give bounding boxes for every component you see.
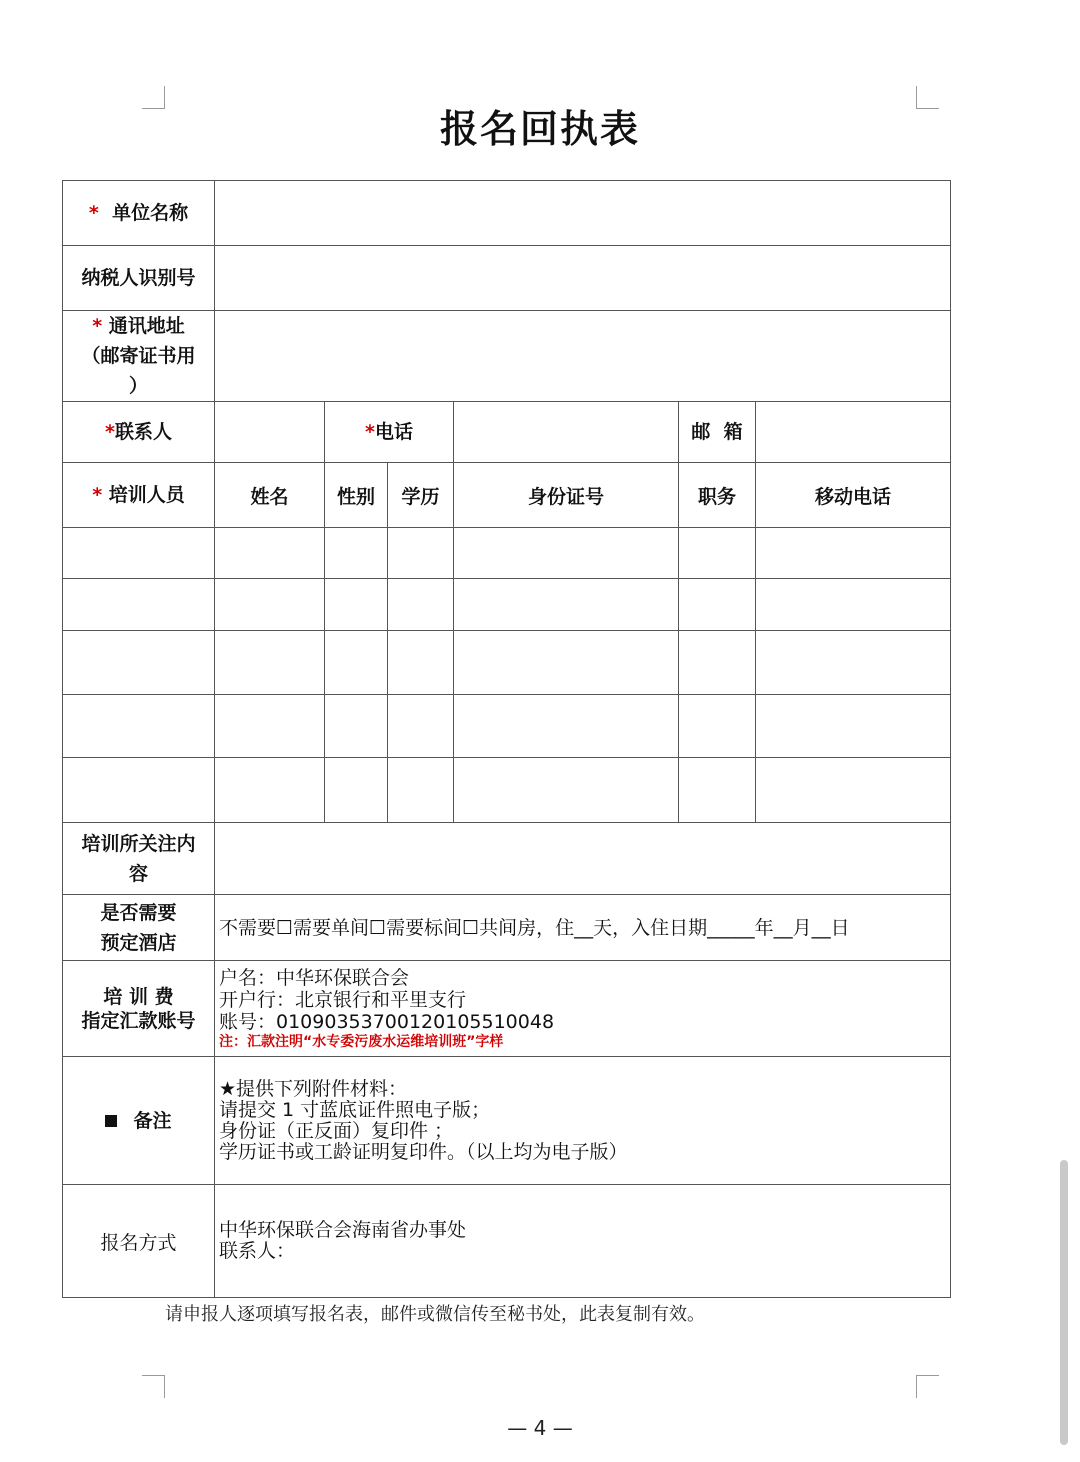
column-header-mobile: 移动电话 bbox=[756, 463, 951, 528]
trainee-education-cell[interactable] bbox=[388, 695, 454, 758]
email-label: 邮 箱 bbox=[679, 402, 756, 463]
taxpayer-id-label: 纳税人识别号 bbox=[63, 246, 215, 311]
crop-mark-bottom-left bbox=[142, 1375, 165, 1398]
row-taxpayer-id bbox=[63, 246, 951, 311]
address-label-text: 通讯地址 bbox=[108, 315, 185, 337]
row-trainee-header bbox=[63, 463, 951, 528]
training-focus-field[interactable] bbox=[215, 823, 951, 895]
trainee-gender-cell[interactable] bbox=[325, 579, 388, 631]
address-label bbox=[63, 311, 215, 402]
column-header-education: 学历 bbox=[388, 463, 454, 528]
trainee-id-cell[interactable] bbox=[454, 695, 679, 758]
remarks-label-text: 备注 bbox=[133, 1109, 172, 1132]
hotel-label-line1: 是否需要 bbox=[100, 901, 177, 924]
hotel-label-line2: 预定酒店 bbox=[100, 931, 177, 954]
hotel-label bbox=[63, 895, 215, 961]
row-signup-method bbox=[63, 1185, 951, 1298]
trainee-id-cell[interactable] bbox=[454, 758, 679, 823]
training-focus-label-line1: 培训所关注内 bbox=[81, 832, 196, 855]
page-title: 报名回执表 bbox=[439, 107, 640, 151]
company-name-label bbox=[63, 181, 215, 246]
remarks-content bbox=[215, 1057, 951, 1185]
trainee-position-cell[interactable] bbox=[679, 631, 756, 695]
contact-label-text: 联系人 bbox=[114, 421, 172, 443]
trainee-name-cell[interactable] bbox=[215, 528, 325, 579]
trainee-name-cell[interactable] bbox=[215, 695, 325, 758]
hotel-options-text[interactable]: 不需要☐需要单间☐需要标间☐共间房，住__天，入住日期_____年__月__日 bbox=[215, 895, 951, 961]
account-name: 户名：中华环保联合会 bbox=[219, 966, 410, 989]
training-focus-label bbox=[63, 823, 215, 895]
trainee-mobile-cell[interactable] bbox=[756, 579, 951, 631]
trainee-row bbox=[63, 528, 951, 579]
trainee-id-cell[interactable] bbox=[454, 528, 679, 579]
phone-field[interactable] bbox=[454, 402, 679, 463]
trainee-mobile-cell[interactable] bbox=[756, 631, 951, 695]
remarks-line: ★提供下列附件材料： bbox=[219, 1077, 408, 1100]
registration-form-table bbox=[62, 180, 951, 1298]
remarks-line: 学历证书或工龄证明复印件。（以上均为电子版） bbox=[219, 1140, 628, 1163]
scrollbar-thumb[interactable] bbox=[1060, 1160, 1068, 1445]
signup-office: 中华环保联合会海南省办事处 bbox=[219, 1219, 467, 1241]
trainee-name-cell[interactable] bbox=[215, 631, 325, 695]
trainee-row bbox=[63, 758, 951, 823]
column-header-name: 姓名 bbox=[215, 463, 325, 528]
trainee-id-cell[interactable] bbox=[454, 631, 679, 695]
company-name-field[interactable] bbox=[215, 181, 951, 246]
trainee-position-cell[interactable] bbox=[679, 758, 756, 823]
trainee-id-cell[interactable] bbox=[454, 579, 679, 631]
contact-field[interactable] bbox=[215, 402, 325, 463]
required-mark: * bbox=[92, 315, 103, 337]
address-field[interactable] bbox=[215, 311, 951, 402]
address-note-end: ） bbox=[128, 375, 148, 397]
trainees-label-text: 培训人员 bbox=[108, 484, 185, 506]
trainee-position-cell[interactable] bbox=[679, 695, 756, 758]
trainee-gender-cell[interactable] bbox=[325, 528, 388, 579]
crop-mark-bottom-right bbox=[916, 1375, 939, 1398]
trainee-row-label-cell bbox=[63, 695, 215, 758]
trainee-row bbox=[63, 631, 951, 695]
trainee-row-label-cell bbox=[63, 528, 215, 579]
column-header-position: 职务 bbox=[679, 463, 756, 528]
trainee-education-cell[interactable] bbox=[388, 631, 454, 695]
row-bank-account bbox=[63, 961, 951, 1057]
row-hotel bbox=[63, 895, 951, 961]
row-training-focus bbox=[63, 823, 951, 895]
remarks-line: 身份证（正反面）复印件 ； bbox=[219, 1119, 454, 1142]
row-remarks bbox=[63, 1057, 951, 1185]
trainee-gender-cell[interactable] bbox=[325, 695, 388, 758]
required-mark: * bbox=[105, 421, 115, 443]
trainee-row-label-cell bbox=[63, 631, 215, 695]
remittance-note: 注：汇款注明“水专委污废水运维培训班”字样 bbox=[219, 1033, 504, 1050]
trainee-row bbox=[63, 579, 951, 631]
trainee-education-cell[interactable] bbox=[388, 579, 454, 631]
taxpayer-id-field[interactable] bbox=[215, 246, 951, 311]
bank-account-label-line2: 指定汇款账号 bbox=[81, 1009, 196, 1032]
bank-name: 开户行：北京银行和平里支行 bbox=[219, 988, 467, 1011]
column-header-gender: 性别 bbox=[325, 463, 388, 528]
company-name-label-text: 单位名称 bbox=[112, 202, 189, 224]
page-number: — 4 — bbox=[507, 1416, 573, 1440]
trainee-mobile-cell[interactable] bbox=[756, 528, 951, 579]
training-focus-label-line2: 容 bbox=[128, 862, 148, 885]
column-header-id-number: 身份证号 bbox=[454, 463, 679, 528]
trainee-row-label-cell bbox=[63, 579, 215, 631]
form-footnote: 请申报人逐项填写报名表，邮件或微信传至秘书处，此表复制有效。 bbox=[165, 1304, 705, 1325]
row-address bbox=[63, 311, 951, 402]
bank-account-label-line1: 培 训 费 bbox=[103, 985, 174, 1008]
account-number: 账号：01090353700120105510048 bbox=[219, 1010, 555, 1033]
trainee-name-cell[interactable] bbox=[215, 579, 325, 631]
trainee-mobile-cell[interactable] bbox=[756, 758, 951, 823]
square-bullet-icon bbox=[105, 1115, 117, 1127]
trainee-name-cell[interactable] bbox=[215, 758, 325, 823]
bank-account-info bbox=[215, 961, 951, 1057]
trainee-education-cell[interactable] bbox=[388, 528, 454, 579]
trainee-position-cell[interactable] bbox=[679, 579, 756, 631]
signup-method-content bbox=[215, 1185, 951, 1298]
trainee-gender-cell[interactable] bbox=[325, 758, 388, 823]
trainee-row bbox=[63, 695, 951, 758]
trainees-label bbox=[63, 463, 215, 528]
required-mark: * bbox=[88, 202, 99, 224]
trainee-education-cell[interactable] bbox=[388, 758, 454, 823]
trainee-mobile-cell[interactable] bbox=[756, 695, 951, 758]
required-mark: * bbox=[365, 421, 375, 443]
phone-label bbox=[325, 402, 454, 463]
signup-method-label: 报名方式 bbox=[63, 1185, 215, 1298]
row-contact bbox=[63, 402, 951, 463]
row-company-name bbox=[63, 181, 951, 246]
phone-label-text: 电话 bbox=[374, 421, 413, 443]
remarks-label bbox=[63, 1057, 215, 1185]
trainee-gender-cell[interactable] bbox=[325, 631, 388, 695]
trainee-position-cell[interactable] bbox=[679, 528, 756, 579]
bank-account-label bbox=[63, 961, 215, 1057]
contact-label bbox=[63, 402, 215, 463]
remarks-line: 请提交 1 寸蓝底证件照电子版； bbox=[219, 1098, 491, 1121]
signup-contact: 联系人： bbox=[219, 1240, 296, 1262]
address-note: （邮寄证书用 bbox=[81, 345, 196, 367]
trainee-row-label-cell bbox=[63, 758, 215, 823]
required-mark: * bbox=[92, 484, 103, 506]
email-field[interactable] bbox=[756, 402, 951, 463]
